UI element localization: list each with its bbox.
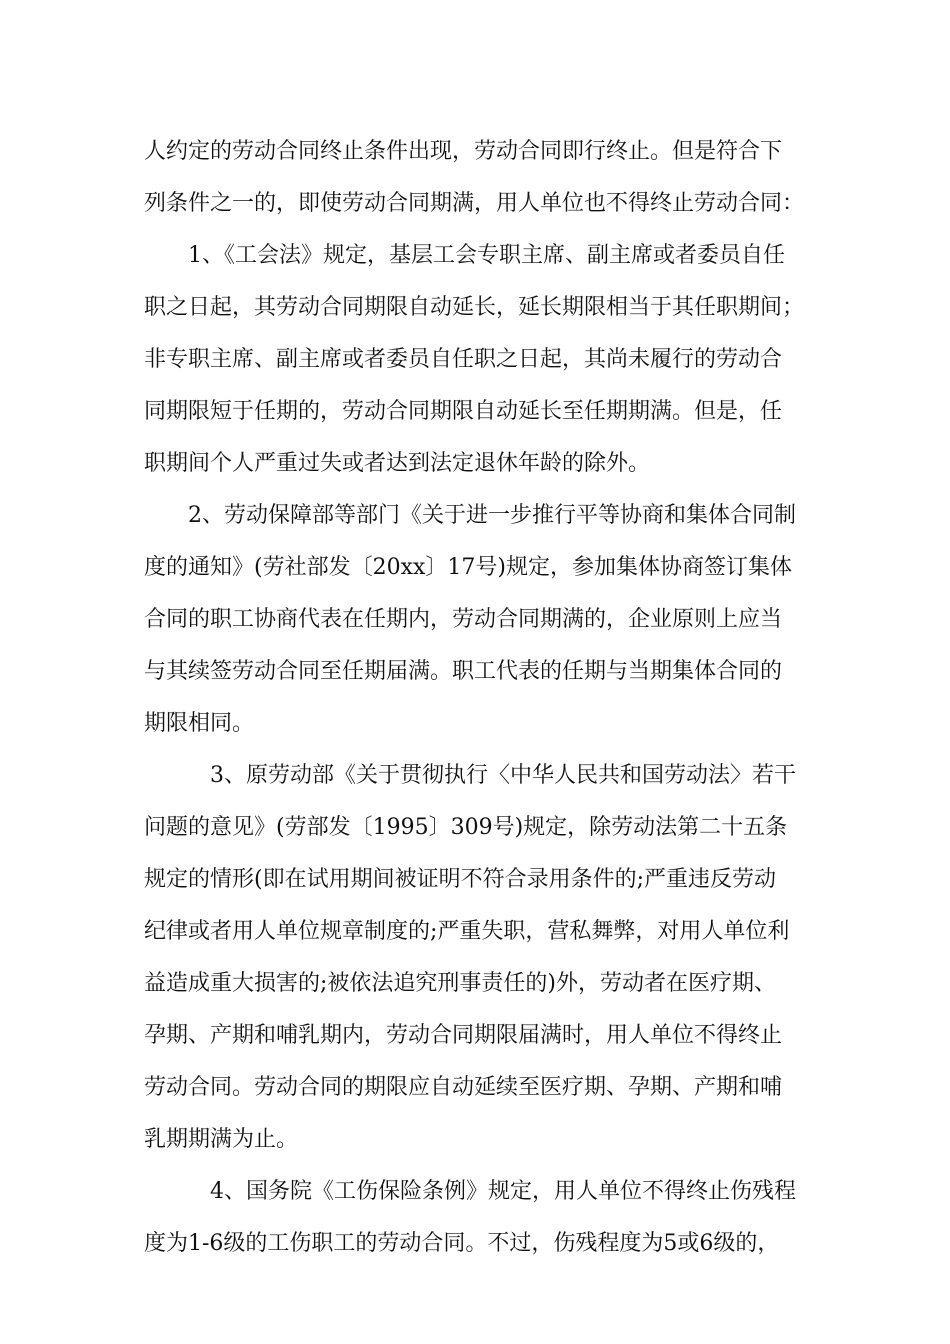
text-line: 列条件之一的，即使劳动合同期满，用人单位也不得终止劳动合同： xyxy=(144,191,805,216)
text-line: 人约定的劳动合同终止条件出现，劳动合同即行终止。但是符合下 xyxy=(144,139,783,164)
text-line: 度为1-6级的工伤职工的劳动合同。不过，伤残程度为5或6级的， xyxy=(144,1231,780,1256)
paragraph-2-start: 2、劳动保障部等部门《关于进一步推行平等协商和集体合同制 xyxy=(188,503,796,528)
text-line: 与其续签劳动合同至任期届满。职工代表的任期与当期集体合同的 xyxy=(144,659,783,684)
text-line: 纪律或者用人单位规章制度的;严重失职，营私舞弊，对用人单位利 xyxy=(144,919,790,944)
text-line: 度的通知》(劳社部发〔20xx〕17号)规定，参加集体协商签订集体 xyxy=(144,555,792,580)
text-line: 孕期、产期和哺乳期内，劳动合同期限届满时，用人单位不得终止 xyxy=(144,1023,783,1048)
text-line: 问题的意见》(劳部发〔1995〕309号)规定，除劳动法第二十五条 xyxy=(144,815,788,840)
text-line: 劳动合同。劳动合同的期限应自动延续至医疗期、孕期、产期和哺 xyxy=(144,1075,783,1100)
text-line: 合同的职工协商代表在任期内，劳动合同期满的，企业原则上应当 xyxy=(144,607,783,632)
text-line: 乳期期满为止。 xyxy=(144,1127,299,1152)
text-line: 职之日起，其劳动合同期限自动延长，延长期限相当于其任职期间； xyxy=(144,295,805,320)
text-line: 非专职主席、副主席或者委员自任职之日起，其尚未履行的劳动合 xyxy=(144,347,783,372)
text-line: 期限相同。 xyxy=(144,711,255,736)
text-line: 益造成重大损害的;被依法追究刑事责任的)外，劳动者在医疗期、 xyxy=(144,971,776,996)
paragraph-4-start: 4、国务院《工伤保险条例》规定，用人单位不得终止伤残程 xyxy=(210,1179,796,1204)
paragraph-1-start: 1、《工会法》规定，基层工会专职主席、副主席或者委员自任 xyxy=(188,243,785,268)
document-body xyxy=(144,126,816,1270)
paragraph-3-start: 3、原劳动部《关于贯彻执行〈中华人民共和国劳动法〉若干 xyxy=(210,763,796,788)
text-line: 职期间个人严重过失或者达到法定退休年龄的除外。 xyxy=(144,451,651,476)
text-line: 同期限短于任期的，劳动合同期限自动延长至任期期满。但是，任 xyxy=(144,399,783,424)
text-line: 规定的情形(即在试用期间被证明不符合录用条件的;严重违反劳动 xyxy=(144,867,776,892)
